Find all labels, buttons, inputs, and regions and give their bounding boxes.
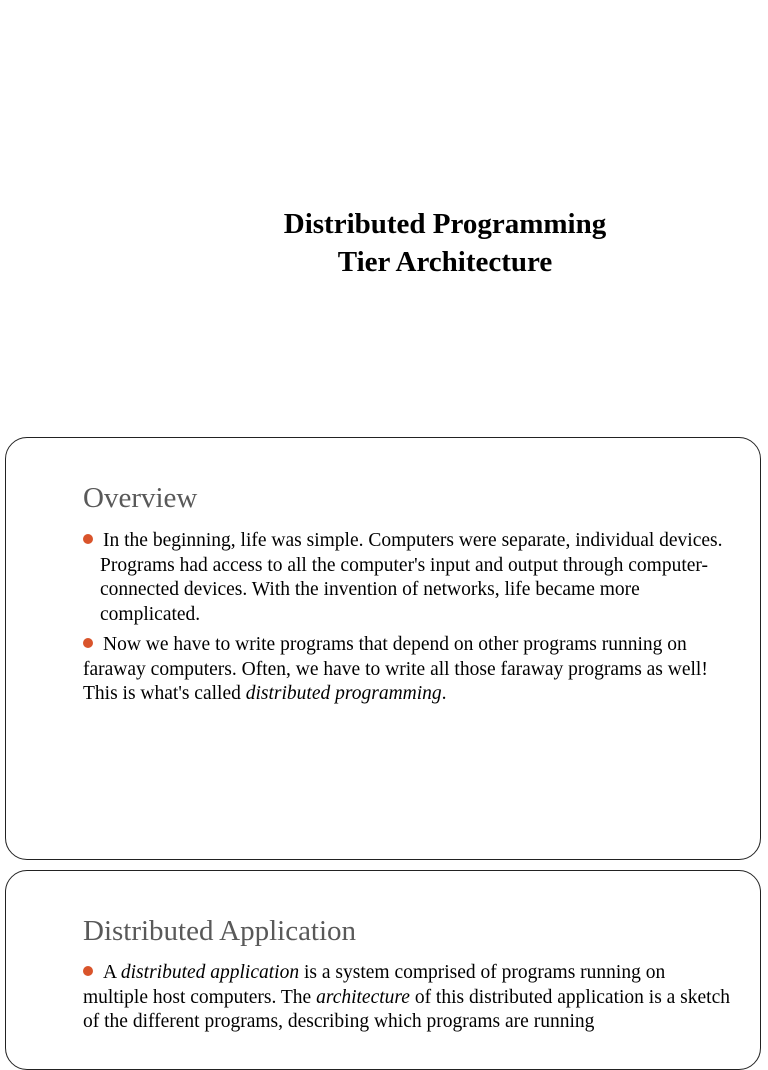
bullet-end: . [441,683,447,704]
bullet-dot-icon [83,534,93,544]
bullet-item [83,633,733,707]
bullet-item [83,961,733,1035]
bullet-emphasis: distributed programming [245,683,442,704]
title-line-2: Tier Architecture [337,246,553,278]
bullet-item [83,529,733,627]
slide-distributed-application [5,870,761,1070]
slide-title [120,205,768,281]
bullet-list [83,529,733,713]
bullet-emphasis: architecture [316,986,410,1008]
bullet-text: is a system comprised of programs running on multiple host computers. The [83,962,666,1008]
bullet-list [83,961,733,1041]
bullet-text: A [103,962,117,983]
slide-overview [5,437,761,860]
slide-heading-overview: Overview [83,482,198,514]
slide-heading-distributed-application: Distributed Application [83,915,357,947]
bullet-text: of this distributed application is a sketch of the different programs, describing which programs are running [83,986,731,1032]
bullet-text: In the beginning, life was simple. Computers were separate, individual devices. [103,530,723,551]
bullet-dot-icon [83,966,93,976]
bullet-text: Now we have to write programs that depend on other programs running on faraway computers. Often, we have to write all those faraway programs as well! This is what's called [83,634,708,704]
bullet-dot-icon [83,638,93,648]
title-slide [0,0,768,430]
bullet-emphasis: distributed application [120,962,300,983]
bullet-continuation: Programs had access to all the computer's input and output through computer- connected devices. With the invention of networks, life became more complicated. [100,554,709,625]
title-line-1: Distributed Programming [283,208,607,240]
